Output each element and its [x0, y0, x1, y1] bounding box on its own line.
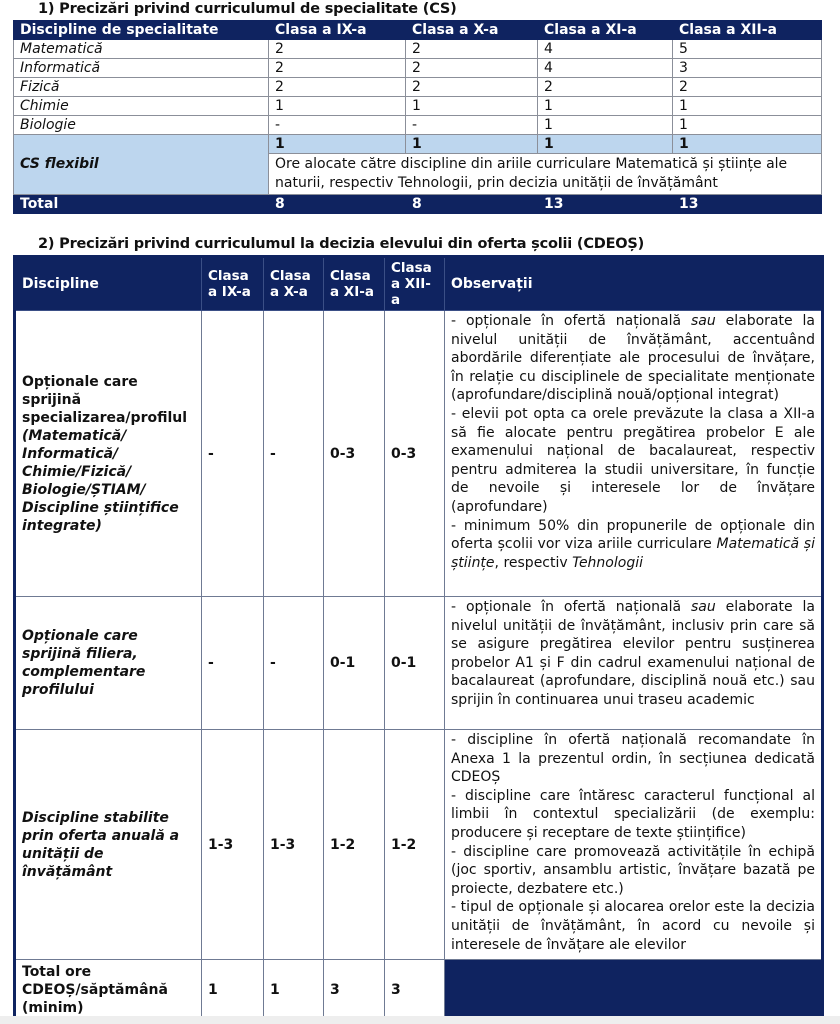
hours-cell: 0-3 — [324, 311, 385, 597]
discipline-label: Opționale care sprijină filiera, complementare profilului — [15, 597, 202, 730]
total-cell: 13 — [538, 195, 673, 214]
observation-item: - minimum 50% din propunerile de opționale din oferta școlii vor viza ariile curriculare Matematică și științe, respectiv Tehnologii — [451, 517, 815, 571]
hours-cell: - — [406, 116, 538, 135]
hours-cell: 1-3 — [264, 730, 324, 960]
table-row — [15, 597, 823, 730]
discipline-name: Biologie — [14, 116, 269, 135]
header-class-10: Clasa a X-a — [406, 21, 538, 40]
header-discipline: Discipline — [15, 257, 202, 311]
total-cell: 1 — [264, 960, 324, 1022]
total-row — [14, 195, 822, 214]
hours-cell: 2 — [406, 78, 538, 97]
hours-cell: 1 — [673, 135, 822, 154]
cs-flexibil-note: Ore alocate către discipline din ariile curriculare Matematică și științe ale naturii, respectiv Tehnologii, prin decizia unității de învățământ — [269, 154, 822, 195]
hours-cell: 0-3 — [385, 311, 445, 597]
specialty-curriculum-table — [13, 20, 822, 214]
hours-cell: 1 — [406, 135, 538, 154]
page-bottom-edge — [0, 1016, 840, 1024]
table-row — [14, 97, 822, 116]
hours-cell: 2 — [269, 40, 406, 59]
hours-cell: - — [264, 311, 324, 597]
hours-cell: 4 — [538, 40, 673, 59]
hours-cell: - — [264, 597, 324, 730]
hours-cell: 1 — [269, 97, 406, 116]
hours-cell: 0-1 — [324, 597, 385, 730]
cdeos-table — [13, 255, 824, 1023]
header-class-11: Clasa a XI-a — [324, 257, 385, 311]
hours-cell: - — [202, 311, 264, 597]
total-cell: 8 — [269, 195, 406, 214]
hours-cell: 1-3 — [202, 730, 264, 960]
observation-item: - discipline în ofertă națională recomandate în Anexa 1 la prezentul ordin, în secțiunea dedicată CDEOȘ — [451, 732, 815, 786]
table-row — [15, 311, 823, 597]
hours-cell: 2 — [269, 59, 406, 78]
discipline-label — [15, 311, 202, 597]
observations-cell — [445, 597, 823, 730]
discipline-label-main: Opționale care sprijină specializarea/profilul — [22, 373, 188, 426]
hours-cell: 3 — [673, 59, 822, 78]
total-cell: 13 — [673, 195, 822, 214]
hours-cell: 5 — [673, 40, 822, 59]
total-cell: 3 — [324, 960, 385, 1022]
total-cell: 3 — [385, 960, 445, 1022]
table-row — [15, 730, 823, 960]
hours-cell: 0-1 — [385, 597, 445, 730]
cs-flexibil-label: CS flexibil — [14, 135, 269, 195]
hours-cell: 2 — [269, 78, 406, 97]
total-label: Total ore CDEOȘ/săptămână (minim) — [15, 960, 202, 1022]
discipline-name: Matematică — [14, 40, 269, 59]
observations-cell — [445, 311, 823, 597]
hours-cell: 1 — [673, 116, 822, 135]
observation-item: - tipul de opționale și alocarea orelor este la decizia unității de învățământ, în acord cu nevoile și interesele de învățare ale elevilor — [451, 899, 815, 953]
total-label: Total — [14, 195, 269, 214]
observation-item: - elevii pot opta ca orele prevăzute la clasa a XII-a să fie alocate pentru pregătirea probelor E ale examenului național de bacalaureat, respectiv pentru admiterea la studii universitare, în funcție de nevoile și interesele lor de învățare (aprofundare) — [451, 405, 815, 515]
observation-item: - opționale în ofertă națională sau elaborate la nivelul unității de învățământ, accentuând abordările diferențiate ale procesului de învățare, în relație cu disciplinele de specialitate menționate (aprofundare/disciplină nouă/opțional integrat) — [451, 313, 815, 404]
table-row — [14, 78, 822, 97]
observation-item: - discipline care întăresc caracterul funcțional al limbii în contextul specializării (de exemplu: producere și receptare de texte științifice) — [451, 787, 815, 841]
header-discipline: Discipline de specialitate — [14, 21, 269, 40]
discipline-name: Fizică — [14, 78, 269, 97]
discipline-name: Informatică — [14, 59, 269, 78]
hours-cell: 1-2 — [385, 730, 445, 960]
header-class-9: Clasa a IX-a — [269, 21, 406, 40]
header-class-9: Clasa a IX-a — [202, 257, 264, 311]
hours-cell: 2 — [538, 78, 673, 97]
hours-cell: 1 — [269, 135, 406, 154]
section-2-title: 2) Precizări privind curriculumul la decizia elevului din oferta școlii (CDEOȘ) — [38, 236, 645, 252]
table-row — [14, 59, 822, 78]
hours-cell: - — [202, 597, 264, 730]
hours-cell: 1 — [673, 97, 822, 116]
table-row — [14, 116, 822, 135]
hours-cell: 2 — [406, 40, 538, 59]
table-header-row — [15, 257, 823, 311]
discipline-label: Discipline stabilite prin oferta anuală a unității de învățământ — [15, 730, 202, 960]
header-class-12: Clasa a XII-a — [673, 21, 822, 40]
table-header-row — [14, 21, 822, 40]
header-class-11: Clasa a XI-a — [538, 21, 673, 40]
header-class-10: Clasa a X-a — [264, 257, 324, 311]
hours-cell: 1 — [538, 97, 673, 116]
total-row — [15, 960, 823, 1022]
hours-cell: 4 — [538, 59, 673, 78]
observations-cell — [445, 730, 823, 960]
header-observations: Observații — [445, 257, 823, 311]
observation-item: - opționale în ofertă națională sau elaborate la nivelul unității de învățământ, inclusiv prin care să se asigure pregătirea elevilor pentru susținerea probelor A1 și F din cadrul examenului național de bacalaureat (aprofundare, disciplină nouă etc.) sau sprijin în continuarea unui traseu academic — [451, 599, 815, 708]
table-row — [14, 40, 822, 59]
cs-flexibil-row — [14, 135, 822, 154]
section-1-title: 1) Precizări privind curriculumul de specialitate (CS) — [38, 1, 457, 17]
hours-cell: 2 — [673, 78, 822, 97]
total-observations-filler — [445, 960, 823, 1022]
hours-cell: 1 — [538, 116, 673, 135]
header-class-12: Clasa a XII-a — [385, 257, 445, 311]
discipline-label-italic: (Matematică/ Informatică/ Chimie/Fizică/ Biologie/ȘTIAM/ Discipline științifice integrate) — [22, 427, 179, 534]
hours-cell: - — [269, 116, 406, 135]
hours-cell: 1-2 — [324, 730, 385, 960]
hours-cell: 2 — [406, 59, 538, 78]
discipline-name: Chimie — [14, 97, 269, 116]
hours-cell: 1 — [406, 97, 538, 116]
hours-cell: 1 — [538, 135, 673, 154]
total-cell: 8 — [406, 195, 538, 214]
total-cell: 1 — [202, 960, 264, 1022]
observation-item: - discipline care promovează activitățile în echipă (joc sportiv, ansamblu artistic, învățare bazată pe proiecte, dezbatere etc.) — [451, 843, 815, 897]
